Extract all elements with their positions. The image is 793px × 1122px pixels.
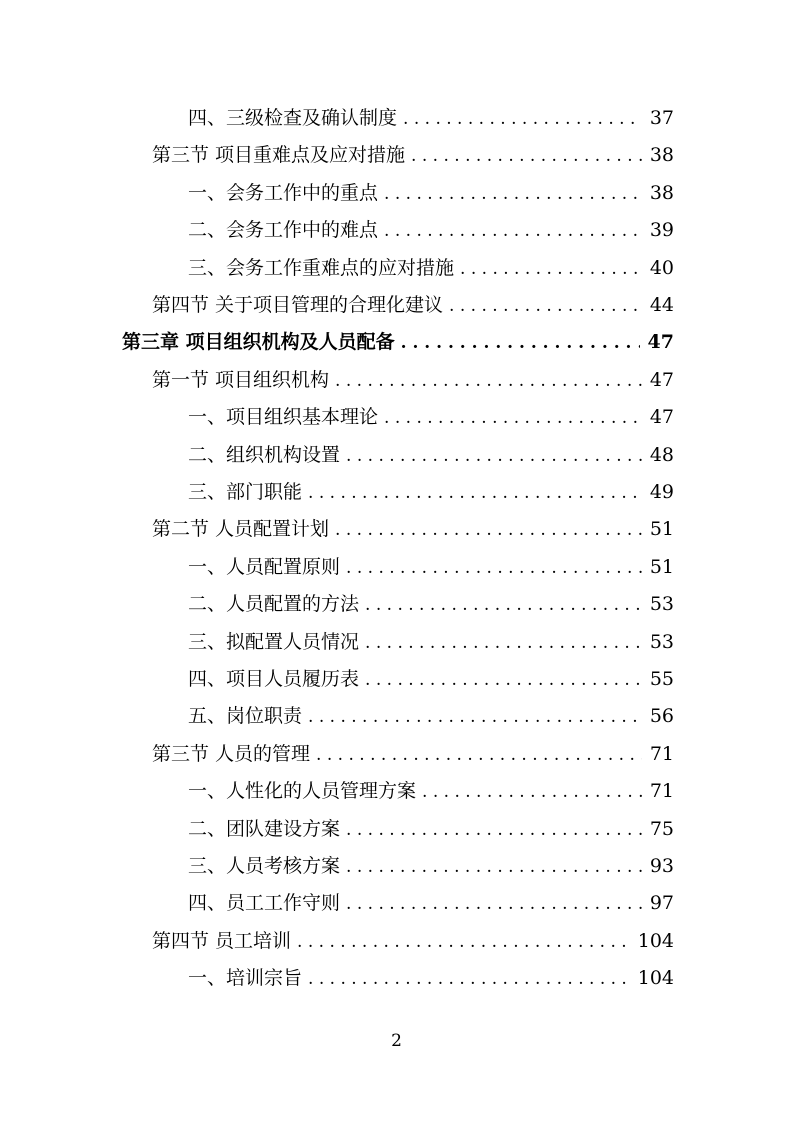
toc-entry-page: 49 (649, 481, 674, 503)
toc-leader-dots (346, 812, 642, 849)
toc-entry-page: 104 (637, 967, 674, 990)
toc-leader-dots (460, 251, 642, 288)
toc-entry-page: 55 (649, 668, 674, 690)
toc-leader-dots (411, 138, 642, 175)
toc-leader-dots (365, 662, 642, 699)
toc-entry[interactable] (188, 624, 674, 661)
toc-entry-title: 二、团队建设方案 (188, 817, 341, 840)
toc-leader-dots (365, 587, 642, 624)
toc-entry-title: 第二节 人员配置计划 (152, 518, 330, 541)
toc-entry-page: 71 (649, 742, 674, 765)
toc-entry-title: 二、人员配置的方法 (188, 593, 360, 616)
toc-entry-page: 51 (649, 555, 674, 578)
toc-entry-page: 48 (649, 443, 674, 466)
toc-entry-title: 三、部门职能 (188, 481, 303, 503)
toc-entry[interactable] (188, 549, 674, 586)
toc-entry-title: 一、培训宗旨 (188, 967, 303, 990)
toc-entry-page: 40 (649, 256, 674, 279)
page-number: 2 (391, 1031, 402, 1051)
toc-leader-dots (297, 924, 630, 961)
toc-entry-title: 三、人员考核方案 (188, 855, 341, 877)
toc-leader-dots (308, 475, 642, 512)
toc-entry-title: 五、岗位职责 (188, 705, 303, 728)
toc-entry-title: 二、会务工作中的难点 (188, 219, 379, 242)
toc-entry-title: 一、项目组织基本理论 (188, 406, 379, 429)
toc-leader-dots (346, 438, 642, 475)
toc-entry[interactable] (188, 175, 674, 212)
toc-entry[interactable] (188, 474, 674, 511)
toc-leader-dots (335, 512, 642, 549)
toc-entry-page: 104 (637, 929, 674, 952)
toc-entry[interactable] (188, 250, 674, 287)
toc-entry-page: 53 (649, 593, 674, 616)
toc-entry-page: 56 (649, 705, 674, 728)
toc-entry-title: 三、会务工作重难点的应对措施 (188, 256, 455, 279)
toc-entry-title: 四、三级检查及确认制度 (188, 107, 398, 129)
toc-entry-page: 47 (649, 406, 674, 429)
toc-entry-page: 75 (649, 817, 674, 840)
toc-entry-page: 44 (649, 294, 674, 316)
toc-entry[interactable] (188, 960, 674, 997)
toc-leader-dots (449, 288, 642, 325)
toc-entry[interactable] (152, 362, 674, 399)
toc-entry-title: 第三章 项目组织机构及人员配备 (122, 331, 395, 354)
toc-entry[interactable] (188, 399, 674, 436)
toc-entry[interactable] (152, 511, 674, 548)
toc-entry-title: 四、项目人员履历表 (188, 668, 360, 690)
toc-leader-dots (308, 699, 642, 736)
toc-entry[interactable] (152, 137, 674, 174)
toc-entry-title: 四、员工工作守则 (188, 892, 341, 915)
toc-entry-title: 三、拟配置人员情况 (188, 630, 360, 653)
toc-entry-title: 一、会务工作中的重点 (188, 181, 379, 204)
toc-entry[interactable] (152, 736, 674, 773)
toc-entry-page: 47 (649, 368, 674, 391)
toc-entry[interactable] (188, 885, 674, 922)
toc-entry-page: 93 (649, 855, 674, 877)
toc-entry-page: 47 (647, 331, 674, 354)
toc-leader-dots (401, 325, 640, 362)
toc-leader-dots (308, 961, 630, 998)
toc-entry-title: 第一节 项目组织机构 (152, 368, 330, 391)
toc-entry[interactable] (188, 212, 674, 249)
toc-entry-title: 第四节 关于项目管理的合理化建议 (152, 294, 444, 316)
toc-entry[interactable] (188, 437, 674, 474)
toc-entry[interactable] (152, 923, 674, 960)
toc-leader-dots (346, 849, 642, 886)
toc-entry-title: 二、组织机构设置 (188, 443, 341, 466)
toc-entry-title: 一、人性化的人员管理方案 (188, 780, 417, 803)
toc-entry-page: 53 (649, 630, 674, 653)
toc-entry-title: 第三节 项目重难点及应对措施 (152, 144, 406, 167)
toc-entry[interactable] (188, 811, 674, 848)
toc-entry-title: 一、人员配置原则 (188, 555, 341, 578)
toc-entry[interactable] (188, 698, 674, 735)
toc-leader-dots (316, 737, 642, 774)
toc-entry[interactable] (152, 287, 674, 324)
toc-leader-dots (365, 625, 642, 662)
toc-leader-dots (346, 886, 642, 923)
toc-entry-page: 51 (649, 518, 674, 541)
toc-entry[interactable] (122, 324, 674, 361)
toc-leader-dots (384, 213, 642, 250)
toc-entry-title: 第四节 员工培训 (152, 929, 292, 952)
toc-leader-dots (335, 363, 642, 400)
toc-entry-page: 37 (649, 107, 674, 129)
toc-entry[interactable] (188, 100, 674, 137)
toc-leader-dots (422, 774, 642, 811)
toc-entry-page: 38 (649, 181, 674, 204)
toc-entry-page: 39 (649, 219, 674, 242)
toc-entry[interactable] (188, 773, 674, 810)
toc-leader-dots (384, 400, 642, 437)
toc-entry-page: 97 (649, 892, 674, 915)
toc-entry[interactable] (188, 586, 674, 623)
toc-entry-title: 第三节 人员的管理 (152, 742, 311, 765)
toc-leader-dots (346, 550, 642, 587)
toc-leader-dots (384, 176, 642, 213)
toc-entry-page: 71 (649, 780, 674, 803)
toc-entry[interactable] (188, 848, 674, 885)
toc-entry[interactable] (188, 661, 674, 698)
toc-entry-page: 38 (649, 144, 674, 167)
toc-leader-dots (403, 101, 642, 138)
